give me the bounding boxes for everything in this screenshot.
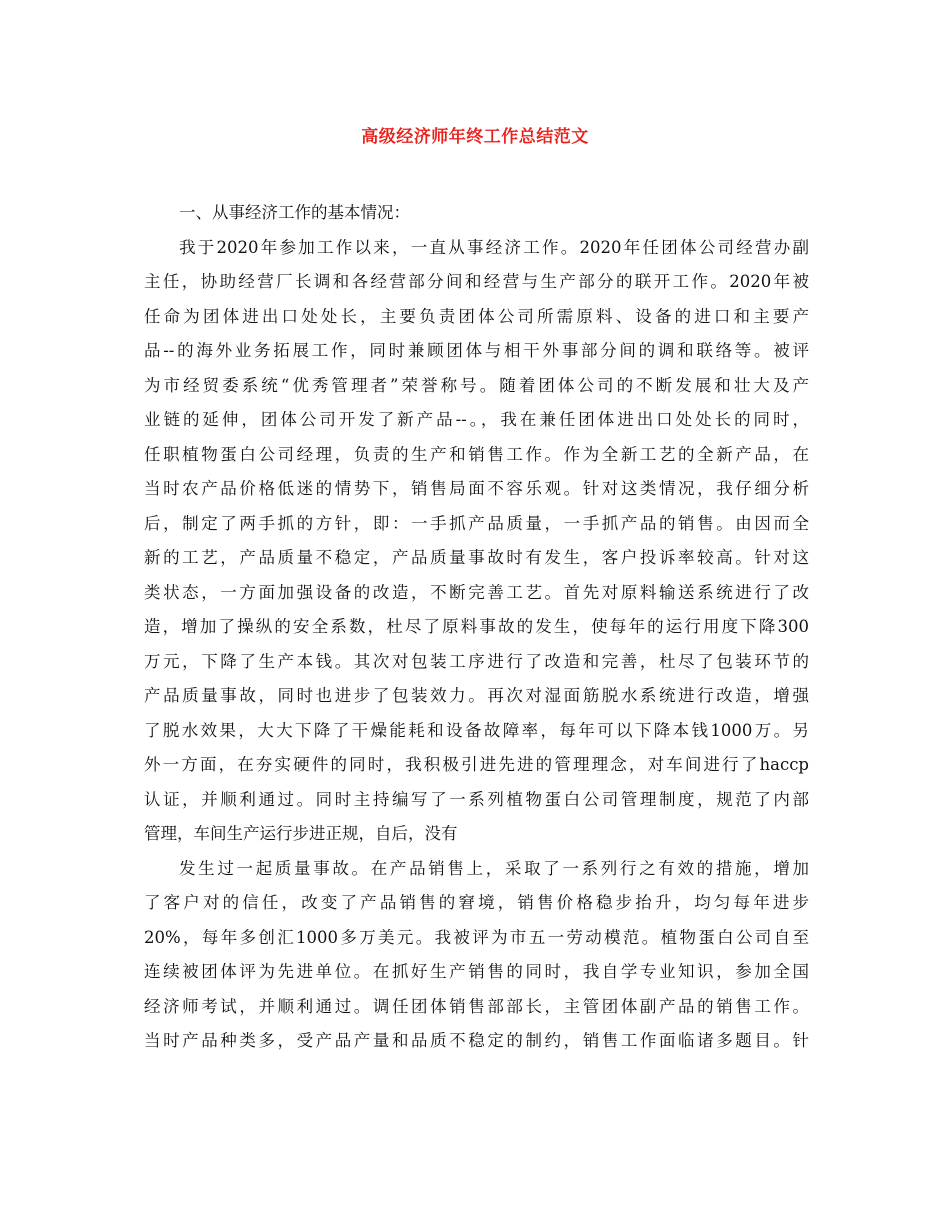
paragraph-line: 新的工艺，产品质量不稳定，产品质量事故时有发生，客户投诉率较高。针对这: [144, 548, 809, 567]
paragraph-line: 管理，车间生产运行步进正规，自后，没有: [144, 824, 458, 843]
paragraph-line: 造，增加了操纵的安全系数，杜尽了原料事故的发生，使每年的运行用度下降300: [144, 617, 809, 636]
paragraph-line: 经济师考试，并顺利通过。调任团体销售部部长，主管团体副产品的销售工作。: [144, 996, 809, 1016]
paragraph-line: 产品质量事故，同时也进步了包装效力。再次对湿面筋脱水系统进行改造，增强: [144, 686, 809, 705]
document-title: 高级经济师年终工作总结范文: [361, 127, 589, 147]
paragraph-line: 发生过一起质量事故。在产品销售上，采取了一系列行之有效的措施，增加: [179, 858, 809, 878]
paragraph-line: 认证，并顺利通过。同时主持编写了一系列植物蛋白公司管理制度，规范了内部: [144, 789, 809, 809]
document-body: [144, 196, 809, 1059]
paragraph-line: 主任，协助经营厂长调和各经营部分间和经营与生产部分的联开工作。2020年被: [144, 272, 809, 291]
paragraph-line: 任命为团体进出口处处长，主要负责团体公司所需原料、设备的进口和主要产: [144, 306, 809, 326]
paragraph-line: 连续被团体评为先进单位。在抓好生产销售的同时，我自学专业知识，参加全国: [144, 962, 809, 981]
paragraph-line: 业链的延伸，团体公司开发了新产品--。，我在兼任团体进出口处处长的同时，: [144, 410, 809, 429]
paragraph-line: 当时产品种类多，受产品产量和品质不稳定的制约，销售工作面临诸多题目。针: [144, 1031, 809, 1050]
paragraph-line: 类状态，一方面加强设备的改造，不断完善工艺。首先对原料输送系统进行了改: [144, 582, 809, 602]
paragraph-line: 我于2020年参加工作以来，一直从事经济工作。2020年任团体公司经营办副: [179, 237, 809, 257]
paragraph-line: 外一方面，在夯实硬件的同时，我积极引进先进的管理理念，对车间进行了haccp: [144, 755, 809, 774]
paragraph-line: 了客户对的信任，改变了产品销售的窘境，销售价格稳步抬升，均匀每年进步: [144, 893, 809, 912]
paragraph-line: 了脱水效果，大大下降了干燥能耗和设备故障率，每年可以下降本钱1000万。另: [144, 720, 809, 740]
paragraph-line: 后，制定了两手抓的方针，即：一手抓产品质量，一手抓产品的销售。由因而全: [144, 513, 809, 533]
paragraph-line: 万元，下降了生产本钱。其次对包装工序进行了改造和完善，杜尽了包装环节的: [144, 651, 809, 671]
paragraph-line: 为市经贸委系统“优秀管理者”荣誉称号。随着团体公司的不断发展和壮大及产: [144, 375, 809, 395]
paragraph-line: 任职植物蛋白公司经理，负责的生产和销售工作。作为全新工艺的全新产品，在: [144, 444, 809, 464]
paragraph-line: 20%，每年多创汇1000多万美元。我被评为市五一劳动模范。植物蛋白公司自至: [144, 927, 809, 947]
section-heading: 一、从事经济工作的基本情况：: [179, 203, 410, 222]
paragraph-line: 当时农产品价格低迷的情势下，销售局面不容乐观。针对这类情况，我仔细分析: [144, 479, 809, 498]
paragraph-line: 品--的海外业务拓展工作，同时兼顾团体与相干外事部分间的调和联络等。被评: [144, 341, 809, 360]
